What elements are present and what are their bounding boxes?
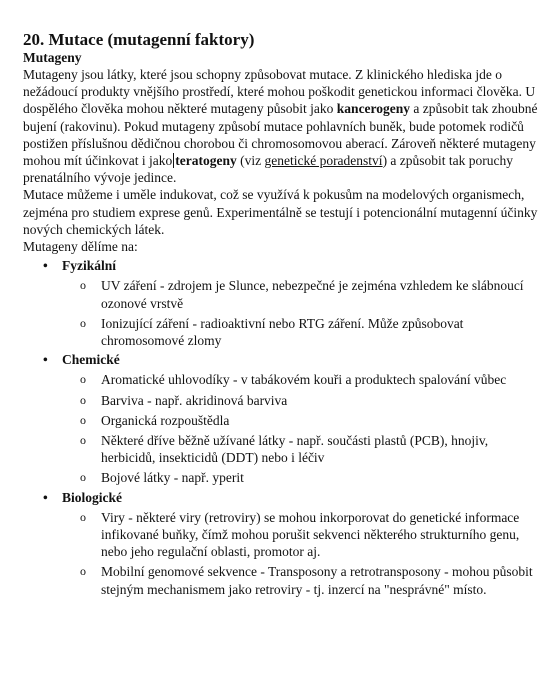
sub-list-item — [23, 563, 538, 597]
category-label: Fyzikální — [62, 258, 117, 274]
sub-item-text: Ionizující záření - radioaktivní nebo RTG záření. Může způsobovat chromosomové zlomy — [101, 315, 464, 349]
circle-bullet-icon: o — [80, 278, 86, 293]
circle-bullet-icon: o — [80, 372, 86, 387]
circle-bullet-icon: o — [80, 412, 86, 427]
circle-bullet-icon: o — [80, 315, 86, 330]
paragraph-text: (viz — [236, 153, 265, 169]
sub-item-text: Některé dříve běžně užívané látky - např. součásti plastů (PCB), hnojiv, herbicidů, insekticidů (DDT) nebo i léčiv — [101, 433, 489, 466]
section-heading: 20. Mutace (mutagenní faktory) — [23, 30, 255, 49]
sub-item-text: UV záření - zdrojem je Slunce, nebezpečné je zejména vzhledem ke slábnoucí ozonové vrstvě — [101, 278, 524, 311]
category-label: Biologické — [62, 489, 122, 505]
bullet-icon: • — [43, 258, 48, 274]
category-item — [23, 351, 538, 368]
sub-list-item — [23, 371, 538, 388]
circle-bullet-icon: o — [80, 509, 86, 524]
paragraph-text: a způsobit tak zhoubné bujení (rakovinu). Pokud mutageny způsobí mutace pohlavních buněk, bude potomek rodičů postižen příslušnou dědičnou chorobou či chromosomovou aberací. Zároveň některé mutageny mohou mít účinkovat i jako — [23, 101, 538, 169]
term-teratogeny: teratogeny — [175, 153, 237, 169]
intro-paragraph — [23, 66, 538, 186]
sub-item-text: Viry - některé viry (retroviry) se mohou inkorporovat do genetické informace infikované buňky, čímž mohou porušit sekvenci některého strukturního genu, nebo jeho regulační oblasti, promotor aj. — [101, 509, 520, 560]
category-item — [23, 257, 538, 274]
mutagen-categories-list — [23, 257, 538, 598]
circle-bullet-icon: o — [80, 564, 86, 579]
subsection-heading: Mutageny — [23, 50, 82, 65]
sub-list-item — [23, 469, 538, 486]
circle-bullet-icon: o — [80, 433, 86, 448]
list-intro: Mutageny dělíme na: — [23, 239, 138, 255]
sub-list-item — [23, 277, 538, 311]
term-kancerogeny: kancerogeny — [336, 101, 411, 117]
sub-list-item — [23, 412, 538, 429]
circle-bullet-icon: o — [80, 470, 86, 485]
sub-item-text: Mobilní genomové sekvence - Transposony a retrotransposony - mohou působit stejným mechanismem jako retroviry - tj. inzercí na "nesprávné" místo. — [101, 564, 533, 597]
sub-list-item — [23, 392, 538, 409]
category-item — [23, 489, 538, 506]
paragraph-text: Mutageny jsou látky, které jsou schopny způsobovat mutace. Z klinického hlediska jde o nežádoucí produkty vnějšího prostředí, které mohou poškodit genetickou informaci člověka. U dospělého člověka mohou některé mutageny působit jako — [23, 67, 536, 117]
sub-list-item — [23, 509, 538, 561]
induction-paragraph: Mutace můžeme i uměle indukovat, což se využívá k pokusům na modelových organismech, zejména pro studiem exprese genů. Experimentálně se testují i potencionální mutagenní účinky nových chemických látek. — [23, 187, 538, 237]
sub-item-text: Aromatické uhlovodíky - v tabákovém kouři a produktech spalování vůbec — [101, 372, 507, 388]
sub-list-item — [23, 315, 538, 349]
document-page — [23, 30, 538, 598]
circle-bullet-icon: o — [80, 392, 86, 407]
sub-item-text: Bojové látky - např. yperit — [101, 470, 244, 486]
sub-list-item — [23, 432, 538, 466]
bullet-icon: • — [43, 489, 48, 505]
sub-item-text: Organická rozpouštědla — [101, 412, 230, 428]
category-label: Chemické — [62, 352, 120, 368]
paragraph-text: ) a způsobit tak poruchy prenatálního vývoje jedince. — [23, 153, 514, 186]
bullet-icon: • — [43, 352, 48, 368]
sub-item-text: Barviva - např. akridinová barviva — [101, 392, 288, 408]
link-geneticke-poradenstvi[interactable]: genetické poradenství — [264, 153, 383, 169]
